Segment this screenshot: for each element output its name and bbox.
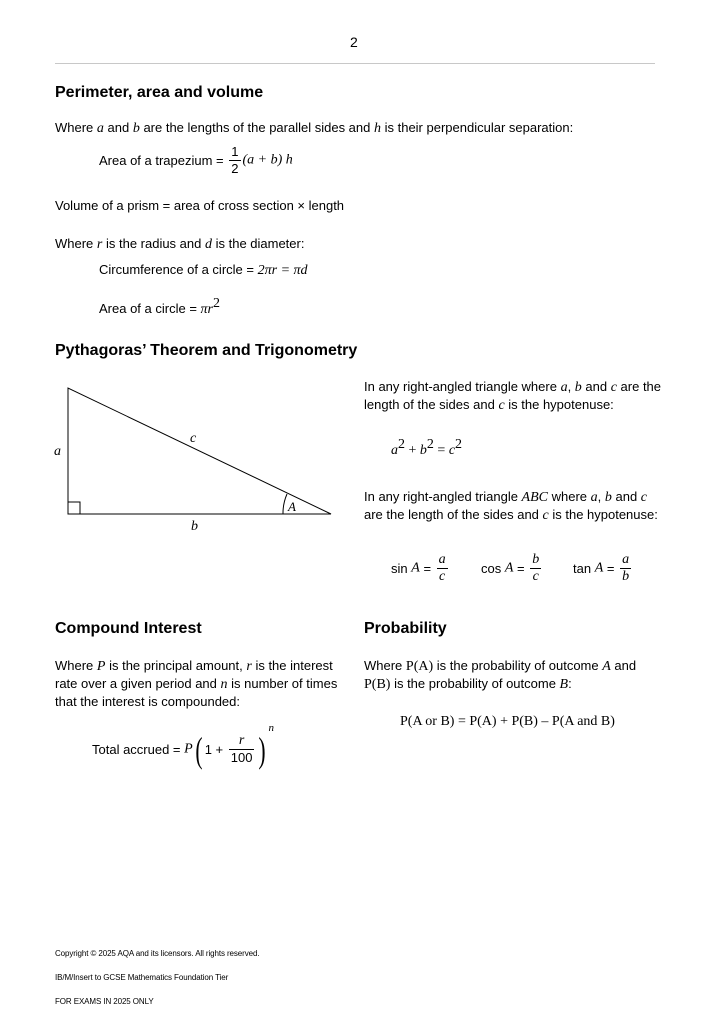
section-heading-perimeter: Perimeter, area and volume — [55, 84, 264, 101]
trigonometry-text: In any right-angled triangle ABC where a, b and c are the length of the sides and c is the hypotenuse: — [364, 489, 658, 523]
section-heading-probability: Probability — [364, 620, 447, 637]
header-rule — [55, 63, 655, 64]
half-fraction: $\frac{1}{2}$ — [231, 144, 239, 176]
angle-label-A: A — [288, 499, 296, 514]
page-number: 2 — [350, 34, 358, 50]
section-heading-pythagoras: Pythagoras’ Theorem and Trigonometry — [55, 342, 358, 359]
side-label-b: b — [191, 519, 198, 534]
right-angle-marker — [68, 502, 80, 514]
footer-copyright: Copyright © 2025 AQA and its licensors. All rights reserved. — [55, 949, 260, 958]
probability-formula: P(A or B) = P(A) + P(B) – P(A and B) — [400, 714, 615, 729]
side-label-c: c — [190, 431, 197, 446]
prism-formula: Volume of a prism = area of cross section × length — [55, 198, 345, 213]
tangent-formula: tan A = $\frac{a}{b}$ — [573, 552, 630, 584]
section-heading-compound-interest: Compound Interest — [55, 620, 202, 637]
compound-interest-formula: Total accrued = P( 1 + $\frac{r}{100}$ )$^n$ — [92, 722, 274, 770]
circle-intro: Where r is the radius and d is the diameter: — [55, 236, 305, 252]
trapezium-formula: Area of a trapezium = $\frac{1}{2}$ (a + b) h — [99, 144, 293, 176]
cosine-formula: cos A = $\frac{b}{c}$ — [481, 552, 540, 584]
circle-area-formula: Area of a circle = $\pi r^2$ — [99, 296, 220, 317]
probability-text: Where P(A) is the probability of outcome A and P(B) is the probability of outcome B: — [364, 658, 637, 692]
compound-interest-text: Where P is the principal amount, r is the interest rate over a given period and n is number of times that the interest is compounded: — [55, 658, 338, 709]
footer-exam-note: FOR EXAMS IN 2025 ONLY — [55, 997, 154, 1006]
side-label-a: a — [54, 444, 61, 459]
sine-formula: sin A = $\frac{a}{c}$ — [391, 552, 446, 584]
pythagoras-formula: $a^2 + b^2 = c^2$ — [391, 437, 463, 458]
right-triangle-diagram — [50, 380, 340, 535]
trapezium-intro: Where a and b are the lengths of the parallel sides and h is their perpendicular separation: — [55, 120, 574, 136]
pythagoras-text: In any right-angled triangle where a, b and c are the length of the sides and c is the hypotenuse: — [364, 379, 662, 413]
triangle-outline — [68, 388, 331, 514]
footer-document-code: IB/M/Insert to GCSE Mathematics Foundation Tier — [55, 973, 229, 982]
circumference-formula: Circumference of a circle = 2πr = πd — [99, 262, 308, 278]
angle-arc — [283, 494, 287, 514]
